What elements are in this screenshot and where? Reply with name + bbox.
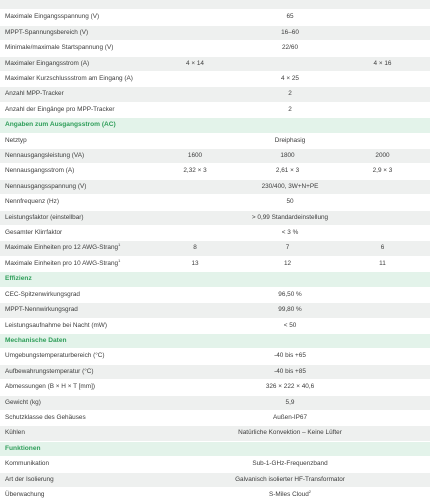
spec-value-text: -40 bis +85 — [274, 367, 306, 375]
spec-label-text: Maximale Eingangsspannung (V) — [5, 13, 100, 21]
spec-label-text: Leistungsaufnahme bei Nacht (mW) — [5, 321, 107, 329]
spec-value — [150, 380, 430, 395]
spec-row — [0, 364, 430, 379]
spec-label — [0, 25, 150, 40]
spec-value — [150, 226, 430, 241]
spec-row — [0, 0, 430, 10]
section-title: Mechanische Daten — [0, 333, 430, 348]
spec-label — [0, 426, 150, 441]
spec-value-text: 96,50 % — [278, 290, 302, 298]
spec-label-text: Nennausgangsleistung (VA) — [5, 152, 85, 160]
spec-label-text: Umgebungstemperaturbereich (°C) — [5, 352, 105, 360]
spec-label — [0, 149, 150, 164]
spec-value-text: 2 — [288, 90, 292, 98]
spec-value-text: Sub-1-GHz-Frequenzband — [252, 460, 328, 468]
spec-row — [0, 226, 430, 241]
section-title: Angaben zum Ausgangsstrom (AC) — [0, 118, 430, 133]
spec-value — [150, 133, 430, 148]
footnote-marker: 1 — [118, 257, 121, 263]
spec-value-text: -40 bis +65 — [274, 352, 306, 360]
section-title: Effizienz — [0, 272, 430, 287]
spec-value — [150, 41, 430, 56]
spec-value — [150, 72, 430, 87]
spec-value-text: Dreiphasig — [274, 136, 306, 144]
spec-label — [0, 179, 150, 194]
spec-row — [0, 487, 430, 502]
spec-label-text: Nennausgangsspannung (V) — [5, 182, 87, 190]
spec-label — [0, 395, 150, 410]
section-header — [0, 333, 430, 348]
spec-value: 4 × 16 — [335, 56, 430, 71]
spec-value-text: 16–60 — [281, 28, 299, 36]
spec-value — [150, 318, 430, 333]
spec-value — [150, 287, 430, 302]
spec-value: 7 — [240, 241, 335, 256]
spec-label-text: Kommunikation — [5, 460, 50, 468]
spec-label-text: Anzahl MPP-Tracker — [5, 90, 64, 98]
section-header — [0, 441, 430, 456]
spec-value — [150, 487, 430, 502]
spec-label-text: Maximaler Kurzschlussstrom am Eingang (A) — [5, 75, 133, 83]
spec-value-text: 5,9 — [285, 398, 295, 406]
spec-value-text: 22/60 — [282, 44, 298, 52]
spec-row — [0, 10, 430, 25]
spec-label — [0, 72, 150, 87]
spec-value — [150, 10, 430, 25]
spec-value-text: 230/400, 3W+N+PE — [261, 182, 319, 190]
spec-value: 8 — [150, 241, 240, 256]
spec-value — [150, 303, 430, 318]
spec-label-text: Kühlen — [5, 429, 25, 437]
spec-label-text: Minimale/maximale Startspannung (V) — [5, 44, 114, 52]
spec-value-text: < 50 — [283, 321, 297, 329]
spec-value: 4 × 14 — [150, 56, 240, 71]
spec-value: 2,61 × 3 — [240, 164, 335, 179]
spec-value — [150, 410, 430, 425]
spec-value — [150, 0, 430, 10]
spec-label — [0, 318, 150, 333]
spec-value-text: 99,80 % — [278, 306, 302, 314]
footnote-marker: 1 — [118, 242, 121, 248]
spec-label — [0, 0, 150, 10]
spec-value: 1800 — [240, 149, 335, 164]
spec-value-text: 326 × 222 × 40,6 — [265, 383, 315, 391]
spec-label-text: Abmessungen (B × H × T [mm]) — [5, 383, 95, 391]
spec-label-text: Schutzklasse des Gehäuses — [5, 413, 86, 421]
spec-label — [0, 87, 150, 102]
spec-label-text: Netztyp — [5, 136, 27, 144]
spec-label-text: Anzahl der Eingänge pro MPP-Tracker — [5, 105, 115, 113]
spec-value — [150, 87, 430, 102]
spec-label — [0, 56, 150, 71]
spec-value: 12 — [240, 256, 335, 271]
spec-value — [240, 56, 335, 71]
spec-row — [0, 256, 430, 271]
spec-label-text: Maximaler Eingangsstrom (A) — [5, 59, 90, 67]
spec-row — [0, 133, 430, 148]
spec-row — [0, 349, 430, 364]
spec-value — [150, 364, 430, 379]
spec-value-text: Galvanisch isolierter HF-Transformator — [235, 475, 345, 483]
spec-value-text: 2 — [288, 105, 292, 113]
spec-label — [0, 410, 150, 425]
spec-value — [150, 349, 430, 364]
spec-label — [0, 133, 150, 148]
spec-label — [0, 41, 150, 56]
footnote-marker: 2 — [308, 488, 311, 494]
section-title: Funktionen — [0, 441, 430, 456]
spec-value — [150, 472, 430, 487]
spec-label-text: Maximale Einheiten pro 10 AWG-Strang — [5, 259, 119, 267]
spec-value: 2,9 × 3 — [335, 164, 430, 179]
spec-label — [0, 195, 150, 210]
spec-label-text: MPPT-Spannungsbereich (V) — [5, 28, 89, 36]
spec-row — [0, 210, 430, 225]
spec-label-text: Nennfrequenz (Hz) — [5, 198, 59, 206]
spec-value: 6 — [335, 241, 430, 256]
spec-label — [0, 241, 150, 256]
spec-label-text: Maximale Einheiten pro 12 AWG-Strang — [5, 244, 119, 252]
spec-label-text: Gewicht (kg) — [5, 398, 41, 406]
spec-label — [0, 457, 150, 472]
spec-value — [150, 395, 430, 410]
spec-value-text: Natürliche Konvektion – Keine Lüfter — [238, 429, 342, 437]
spec-row — [0, 25, 430, 40]
spec-label — [0, 303, 150, 318]
spec-value-text: S-Miles Cloud — [268, 490, 309, 498]
spec-row — [0, 287, 430, 302]
spec-row — [0, 426, 430, 441]
spec-row — [0, 164, 430, 179]
spec-row — [0, 72, 430, 87]
spec-value — [150, 102, 430, 117]
spec-value-text: 65 — [286, 13, 294, 21]
spec-value: 13 — [150, 256, 240, 271]
spec-label — [0, 226, 150, 241]
spec-label — [0, 349, 150, 364]
spec-row — [0, 380, 430, 395]
spec-label — [0, 472, 150, 487]
spec-label-text: MPPT-Nennwirkungsgrad — [5, 306, 78, 314]
spec-label-text: Überwachung — [5, 490, 45, 498]
spec-label — [0, 10, 150, 25]
spec-label-text: Art der Isolierung — [5, 475, 54, 483]
spec-value: 2,32 × 3 — [150, 164, 240, 179]
spec-row — [0, 56, 430, 71]
spec-value: 11 — [335, 256, 430, 271]
spec-label-text: Aufbewahrungstemperatur (°C) — [5, 367, 94, 375]
spec-label — [0, 380, 150, 395]
spec-row — [0, 241, 430, 256]
spec-row — [0, 318, 430, 333]
spec-row — [0, 303, 430, 318]
spec-value — [150, 195, 430, 210]
spec-label — [0, 102, 150, 117]
section-header — [0, 272, 430, 287]
spec-value-text: < 3 % — [281, 229, 299, 237]
spec-label-text: Gesamter Klirrfaktor — [5, 229, 63, 237]
spec-value — [150, 426, 430, 441]
spec-label — [0, 364, 150, 379]
spec-label-text: Nennausgangsstrom (A) — [5, 167, 75, 175]
section-header — [0, 118, 430, 133]
spec-row — [0, 472, 430, 487]
spec-value: 1600 — [150, 149, 240, 164]
spec-value-text: Außen-IP67 — [272, 413, 308, 421]
spec-value — [150, 179, 430, 194]
spec-row — [0, 457, 430, 472]
spec-value — [150, 457, 430, 472]
spec-row — [0, 179, 430, 194]
spec-value-text: > 0,99 Standardeinstellung — [251, 213, 329, 221]
spec-value — [150, 210, 430, 225]
spec-label — [0, 487, 150, 502]
spec-row — [0, 395, 430, 410]
spec-value-text: 50 — [286, 198, 294, 206]
spec-label — [0, 256, 150, 271]
spec-row — [0, 87, 430, 102]
spec-row — [0, 195, 430, 210]
spec-label — [0, 164, 150, 179]
spec-label — [0, 287, 150, 302]
spec-value-text: 4 × 25 — [281, 75, 299, 83]
spec-value — [150, 25, 430, 40]
spec-value: 2000 — [335, 149, 430, 164]
spec-row — [0, 410, 430, 425]
spec-label — [0, 210, 150, 225]
spec-row — [0, 41, 430, 56]
spec-row — [0, 149, 430, 164]
spec-label-text: CEC-Spitzenwirkungsgrad — [5, 290, 80, 298]
spec-row — [0, 102, 430, 117]
spec-label-text: Leistungsfaktor (einstellbar) — [5, 213, 84, 221]
